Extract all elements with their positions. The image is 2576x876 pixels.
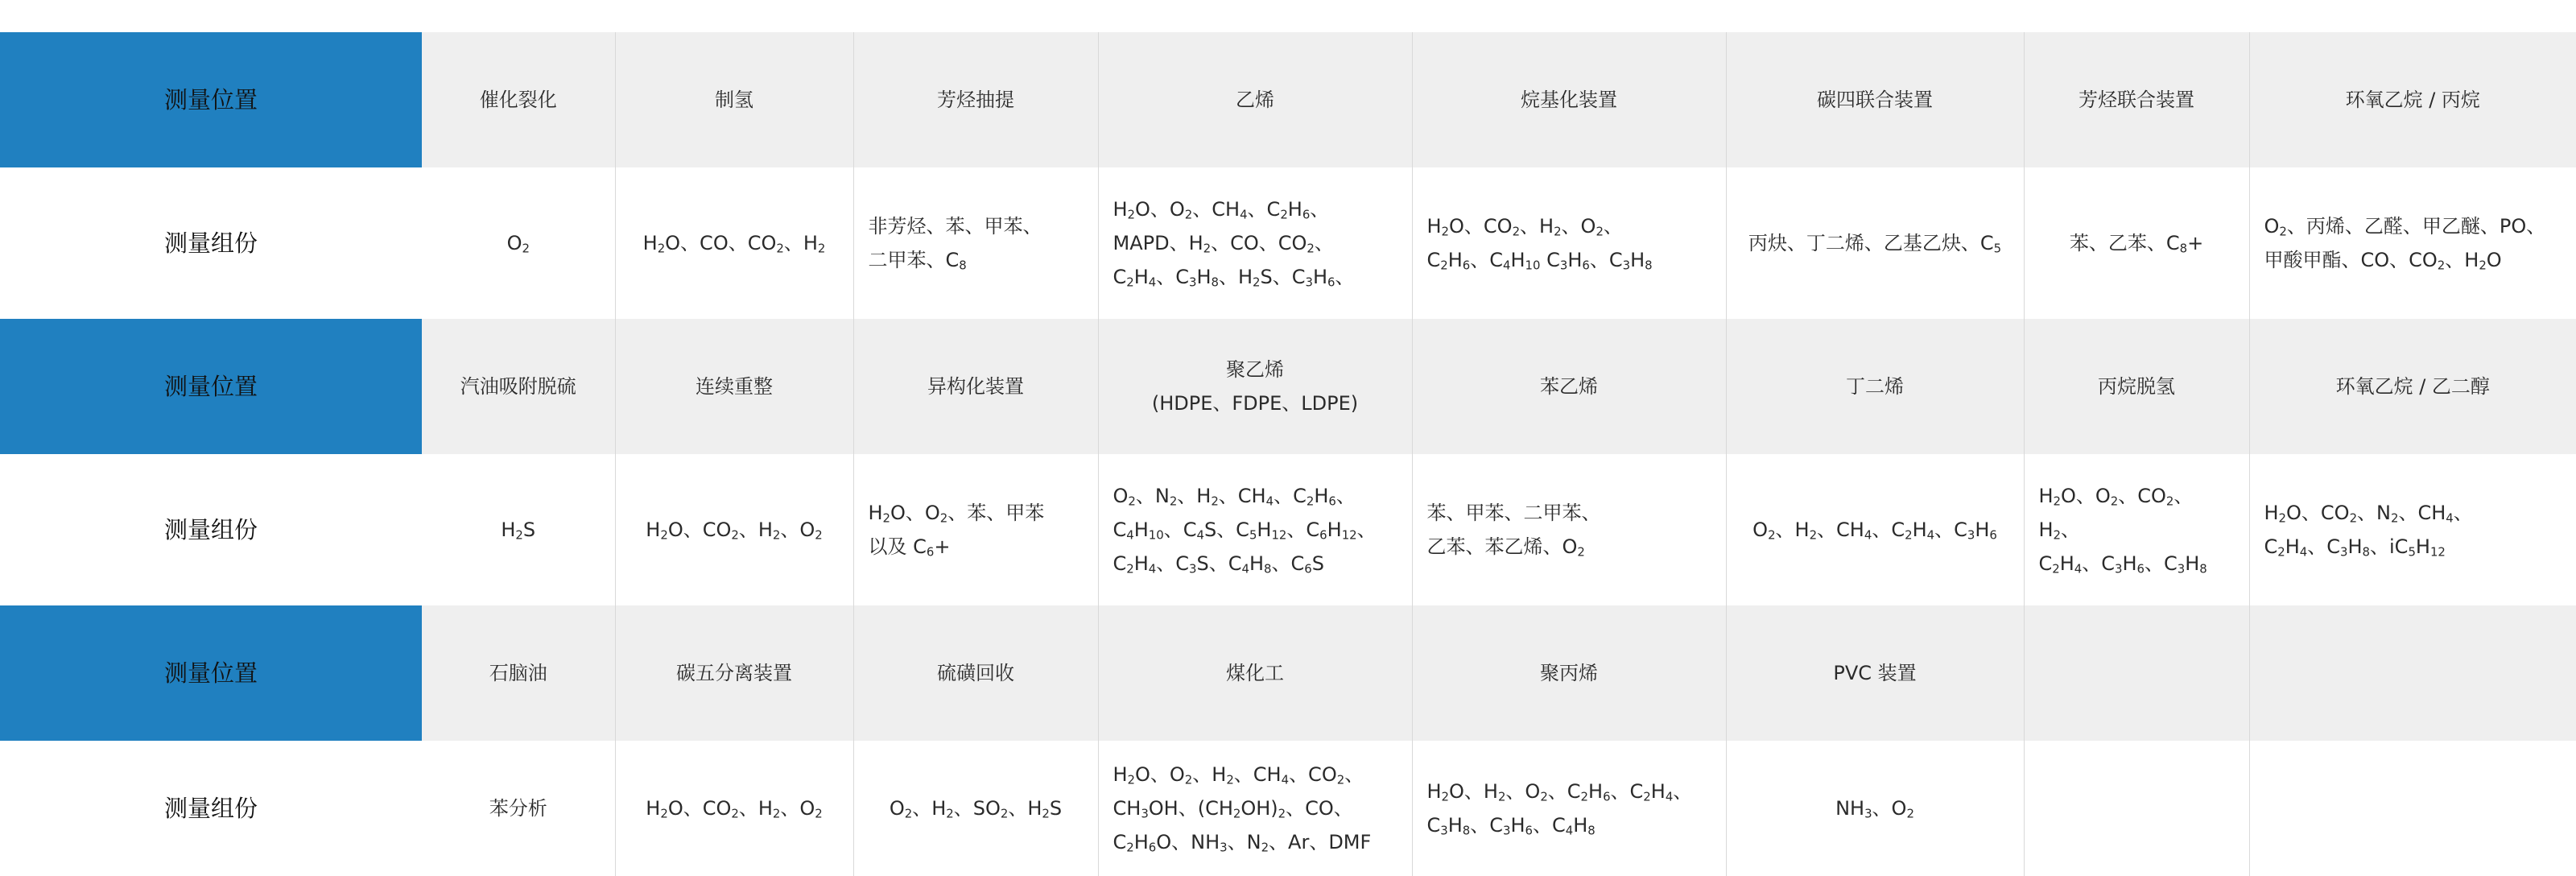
component-row: [0, 167, 2576, 319]
location-cell: 乙烯: [1098, 32, 1412, 167]
location-header: 测量位置: [0, 605, 422, 741]
component-cell: $H_2O$、$O_2$、$H_2$、$CH_4$、$CO_2$、 $CH_3OH$、$(CH_2OH)_2$、CO、 $C_2H_6O$、$NH_3$、$N_2$、Ar、DMF: [1098, 741, 1412, 876]
component-cell: 苯分析: [422, 741, 615, 876]
location-cell: [2249, 605, 2576, 741]
location-cell: 苯乙烯: [1412, 319, 1726, 454]
location-cell: 芳烃联合装置: [2024, 32, 2249, 167]
component-cell: $H_2O$、$CO_2$、$N_2$、$CH_4$、 $C_2H_4$、$C_3H_8$、$iC_5H_{12}$: [2249, 454, 2576, 605]
location-cell: 丙烷脱氢: [2024, 319, 2249, 454]
location-cell: 环氧乙烷 / 丙烷: [2249, 32, 2576, 167]
location-header: 测量位置: [0, 32, 422, 167]
component-cell: $O_2$、丙烯、乙醛、甲乙醚、PO、 甲酸甲酯、CO、$CO_2$、$H_2O$: [2249, 167, 2576, 319]
component-row: [0, 741, 2576, 876]
component-cell: $H_2O$、$O_2$、$CH_4$、$C_2H_6$、 MAPD、$H_2$、CO、$CO_2$、 $C_2H_4$、$C_3H_8$、$H_2S$、$C_3H_6$、: [1098, 167, 1412, 319]
component-header: 测量组份: [0, 167, 422, 319]
component-cell: 丙炔、丁二烯、乙基乙炔、$C_5$: [1726, 167, 2024, 319]
component-cell: $H_2O$、$CO_2$、$H_2$、$O_2$: [615, 741, 853, 876]
location-cell: 制氢: [615, 32, 853, 167]
component-cell: 苯、乙苯、$C_8+$: [2024, 167, 2249, 319]
location-cell: 聚乙烯 (HDPE、FDPE、LDPE): [1098, 319, 1412, 454]
location-cell: 碳五分离装置: [615, 605, 853, 741]
location-cell: 丁二烯: [1726, 319, 2024, 454]
location-cell: 硫磺回收: [853, 605, 1098, 741]
location-cell: 汽油吸附脱硫: [422, 319, 615, 454]
location-cell: 异构化装置: [853, 319, 1098, 454]
component-header: 测量组份: [0, 741, 422, 876]
component-row: [0, 454, 2576, 605]
location-cell: 连续重整: [615, 319, 853, 454]
location-cell: PVC 装置: [1726, 605, 2024, 741]
location-cell: 碳四联合装置: [1726, 32, 2024, 167]
component-cell: [2249, 741, 2576, 876]
location-header: 测量位置: [0, 319, 422, 454]
component-cell: $O_2$、$N_2$、$H_2$、$CH_4$、$C_2H_6$、 $C_4H_{10}$、$C_4S$、$C_5H_{12}$、$C_6H_{12}$、 $C_2H_4$、$C_3S$、$C_4H_8$、$C_6S$: [1098, 454, 1412, 605]
component-cell: $O_2$、$H_2$、$SO_2$、$H_2S$: [853, 741, 1098, 876]
component-cell: 非芳烃、苯、甲苯、 二甲苯、$C_8$: [853, 167, 1098, 319]
component-cell: $H_2O$、$CO_2$、$H_2$、$O_2$: [615, 454, 853, 605]
component-cell: $H_2O$、CO、$CO_2$、$H_2$: [615, 167, 853, 319]
location-cell: 石脑油: [422, 605, 615, 741]
location-cell: 芳烃抽提: [853, 32, 1098, 167]
component-cell: $H_2O$、$O_2$、$CO_2$、$H_2$、 $C_2H_4$、$C_3H_6$、$C_3H_8$: [2024, 454, 2249, 605]
component-cell: 苯、甲苯、二甲苯、 乙苯、苯乙烯、$O_2$: [1412, 454, 1726, 605]
component-cell: $NH_3$、$O_2$: [1726, 741, 2024, 876]
location-row: [0, 32, 2576, 167]
location-row: [0, 319, 2576, 454]
component-cell: $O_2$: [422, 167, 615, 319]
location-cell: 煤化工: [1098, 605, 1412, 741]
component-cell: $O_2$、$H_2$、$CH_4$、$C_2H_4$、$C_3H_6$: [1726, 454, 2024, 605]
component-cell: $H_2S$: [422, 454, 615, 605]
location-cell: 环氧乙烷 / 乙二醇: [2249, 319, 2576, 454]
component-cell: $H_2O$、$CO_2$、$H_2$、$O_2$、 $C_2H_6$、$C_4H_{10}$ $C_3H_6$、$C_3H_8$: [1412, 167, 1726, 319]
location-cell: [2024, 605, 2249, 741]
component-cell: $H_2O$、$O_2$、苯、甲苯 以及 $C_6+$: [853, 454, 1098, 605]
component-cell: [2024, 741, 2249, 876]
component-cell: $H_2O$、$H_2$、$O_2$、$C_2H_6$、$C_2H_4$、 $C_3H_8$、$C_3H_6$、$C_4H_8$: [1412, 741, 1726, 876]
location-row: [0, 605, 2576, 741]
location-cell: 烷基化装置: [1412, 32, 1726, 167]
component-header: 测量组份: [0, 454, 422, 605]
location-cell: 催化裂化: [422, 32, 615, 167]
measurement-table: [0, 32, 2576, 876]
location-cell: 聚丙烯: [1412, 605, 1726, 741]
